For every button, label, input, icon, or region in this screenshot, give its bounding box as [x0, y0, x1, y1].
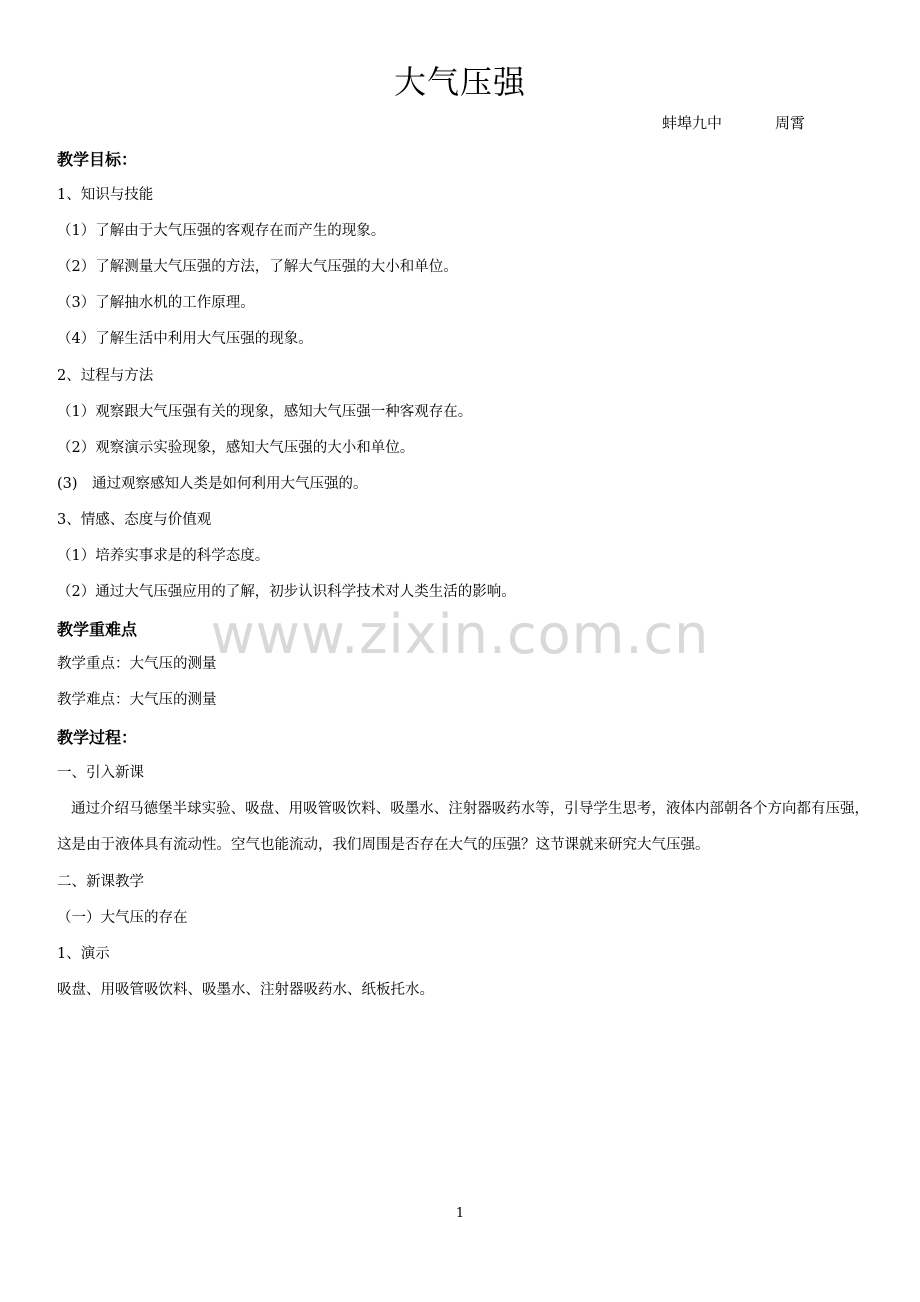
attitude-title: 3、情感、态度与价值观 — [57, 512, 212, 528]
byline-author: 周霄 — [775, 114, 806, 132]
process-title: 2、过程与方法 — [57, 368, 154, 384]
knowledge-item-1: （1）了解由于大气压强的客观存在而产生的现象。 — [57, 223, 386, 239]
knowledge-item-2: （2）了解测量大气压强的方法，了解大气压强的大小和单位。 — [57, 259, 458, 275]
knowledge-item-4: （4）了解生活中利用大气压强的现象。 — [57, 331, 313, 347]
document-title: 大气压强 — [393, 63, 526, 101]
watermark: www.zixin.com.cn — [210, 603, 710, 666]
keypoints-heading: 教学重难点 — [57, 620, 138, 639]
knowledge-title: 1、知识与技能 — [57, 187, 154, 203]
subsection-title: （一）大气压的存在 — [57, 910, 188, 926]
demo-text: 吸盘、用吸管吸饮料、吸墨水、注射器吸药水、纸板托水。 — [57, 982, 434, 998]
objectives-heading: 教学目标： — [57, 150, 138, 169]
procedure-heading: 教学过程： — [57, 728, 138, 747]
byline-school: 蚌埠九中 — [662, 114, 723, 132]
process-item-2: （2）观察演示实验现象，感知大气压强的大小和单位。 — [57, 440, 415, 456]
part1-paragraph: 通过介绍马德堡半球实验、吸盘、用吸管吸饮料、吸墨水、注射器吸药水等，引导学生思考，液体内部朝各个方向都有压强，这是由于液体具有流动性。空气也能流动，我们周围是否存在大气的压强？这节课就来研究大气压强。 — [57, 801, 869, 853]
keypoint-difficulty: 教学难点：大气压的测量 — [57, 692, 217, 708]
attitude-item-2: （2）通过大气压强应用的了解，初步认识科学技术对人类生活的影响。 — [57, 584, 516, 600]
demo-title: 1、演示 — [57, 946, 110, 962]
attitude-item-1: （1）培养实事求是的科学态度。 — [57, 548, 270, 564]
process-item-1: （1）观察跟大气压强有关的现象，感知大气压强一种客观存在。 — [57, 404, 473, 420]
keypoint-focus: 教学重点：大气压的测量 — [57, 656, 217, 672]
knowledge-item-3: （3）了解抽水机的工作原理。 — [57, 295, 255, 311]
part1-title: 一、引入新课 — [57, 765, 144, 781]
part2-title: 二、新课教学 — [57, 874, 144, 890]
page-number: 1 — [455, 1206, 465, 1221]
process-item-3: (3) 通过观察感知人类是如何利用大气压强的。 — [57, 476, 368, 492]
